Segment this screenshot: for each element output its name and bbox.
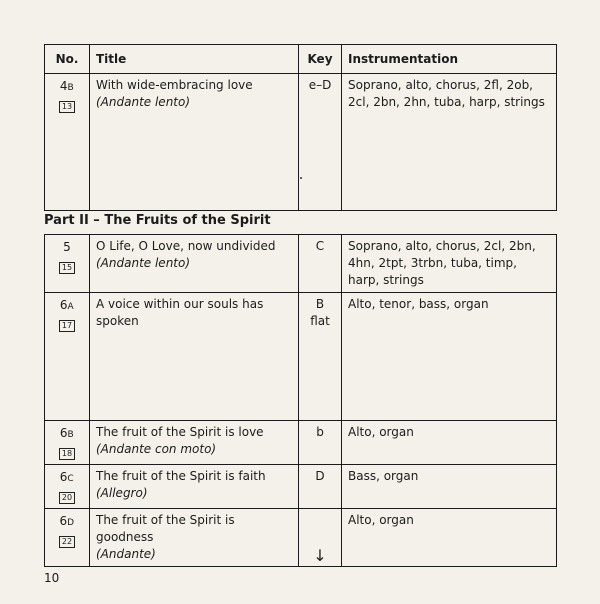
tempo-text: (Andante con moto) — [96, 442, 217, 456]
header-no: No. — [45, 45, 90, 74]
track-number: 15 — [59, 262, 75, 274]
table-row — [45, 465, 557, 509]
works-table-part-2 — [44, 234, 557, 567]
table-row — [45, 421, 557, 465]
part-heading: Part II – The Fruits of the Spirit — [44, 213, 271, 228]
track-number: 20 — [59, 492, 75, 504]
cell-key: C — [299, 235, 342, 293]
tempo-text: (Andante) — [96, 547, 156, 561]
header-row — [45, 45, 557, 74]
track-number: 13 — [59, 101, 75, 113]
title-text: The fruit of the Spirit is goodness — [96, 513, 235, 544]
table-row — [45, 509, 557, 567]
page-number: 10 — [44, 571, 60, 585]
table-row — [45, 74, 557, 211]
cell-no: 4B 13 — [45, 74, 90, 211]
cell-instrumentation: Alto, tenor, bass, organ — [342, 293, 557, 421]
tempo-text: (Allegro) — [96, 486, 148, 500]
cell-title — [90, 421, 299, 465]
cell-key: b — [299, 421, 342, 465]
title-text: The fruit of the Spirit is faith — [96, 469, 266, 483]
cell-no: 5 15 — [45, 235, 90, 293]
cell-instrumentation: Alto, organ — [342, 421, 557, 465]
header-key: Key — [299, 45, 342, 74]
track-number: 22 — [59, 536, 75, 548]
cell-title — [90, 74, 299, 211]
header-instrumentation: Instrumentation — [342, 45, 557, 74]
cell-title — [90, 293, 299, 421]
works-table-part-1 — [44, 44, 557, 211]
cell-no: 6B 18 — [45, 421, 90, 465]
cell-no: 6C 20 — [45, 465, 90, 509]
cell-key: D — [299, 465, 342, 509]
title-text: O Life, O Love, now undivided — [96, 239, 276, 253]
track-number: 18 — [59, 448, 75, 460]
cell-key: e–D — [299, 74, 342, 211]
cell-title — [90, 235, 299, 293]
title-text: A voice within our souls has spoken — [96, 297, 264, 328]
header-title: Title — [90, 45, 299, 74]
cell-title — [90, 509, 299, 567]
cell-instrumentation: Alto, organ — [342, 509, 557, 567]
cell-title — [90, 465, 299, 509]
continuation-arrow-icon: ↓ — [299, 509, 342, 567]
cell-no: 6A 17 — [45, 293, 90, 421]
tempo-text: (Andante lento) — [96, 95, 191, 109]
cell-instrumentation: Bass, organ — [342, 465, 557, 509]
title-text: The fruit of the Spirit is love — [96, 425, 264, 439]
table-row — [45, 293, 557, 421]
tempo-text: (Andante lento) — [96, 256, 191, 270]
cell-instrumentation: Soprano, alto, chorus, 2cl, 2bn, 4hn, 2tpt, 3trbn, tuba, timp, harp, strings — [342, 235, 557, 293]
title-text: With wide-embracing love — [96, 78, 253, 92]
table-row — [45, 235, 557, 293]
cell-key: B flat — [299, 293, 342, 421]
cell-no: 6D 22 — [45, 509, 90, 567]
cell-instrumentation: Soprano, alto, chorus, 2fl, 2ob, 2cl, 2bn, 2hn, tuba, harp, strings — [342, 74, 557, 211]
track-number: 17 — [59, 320, 75, 332]
